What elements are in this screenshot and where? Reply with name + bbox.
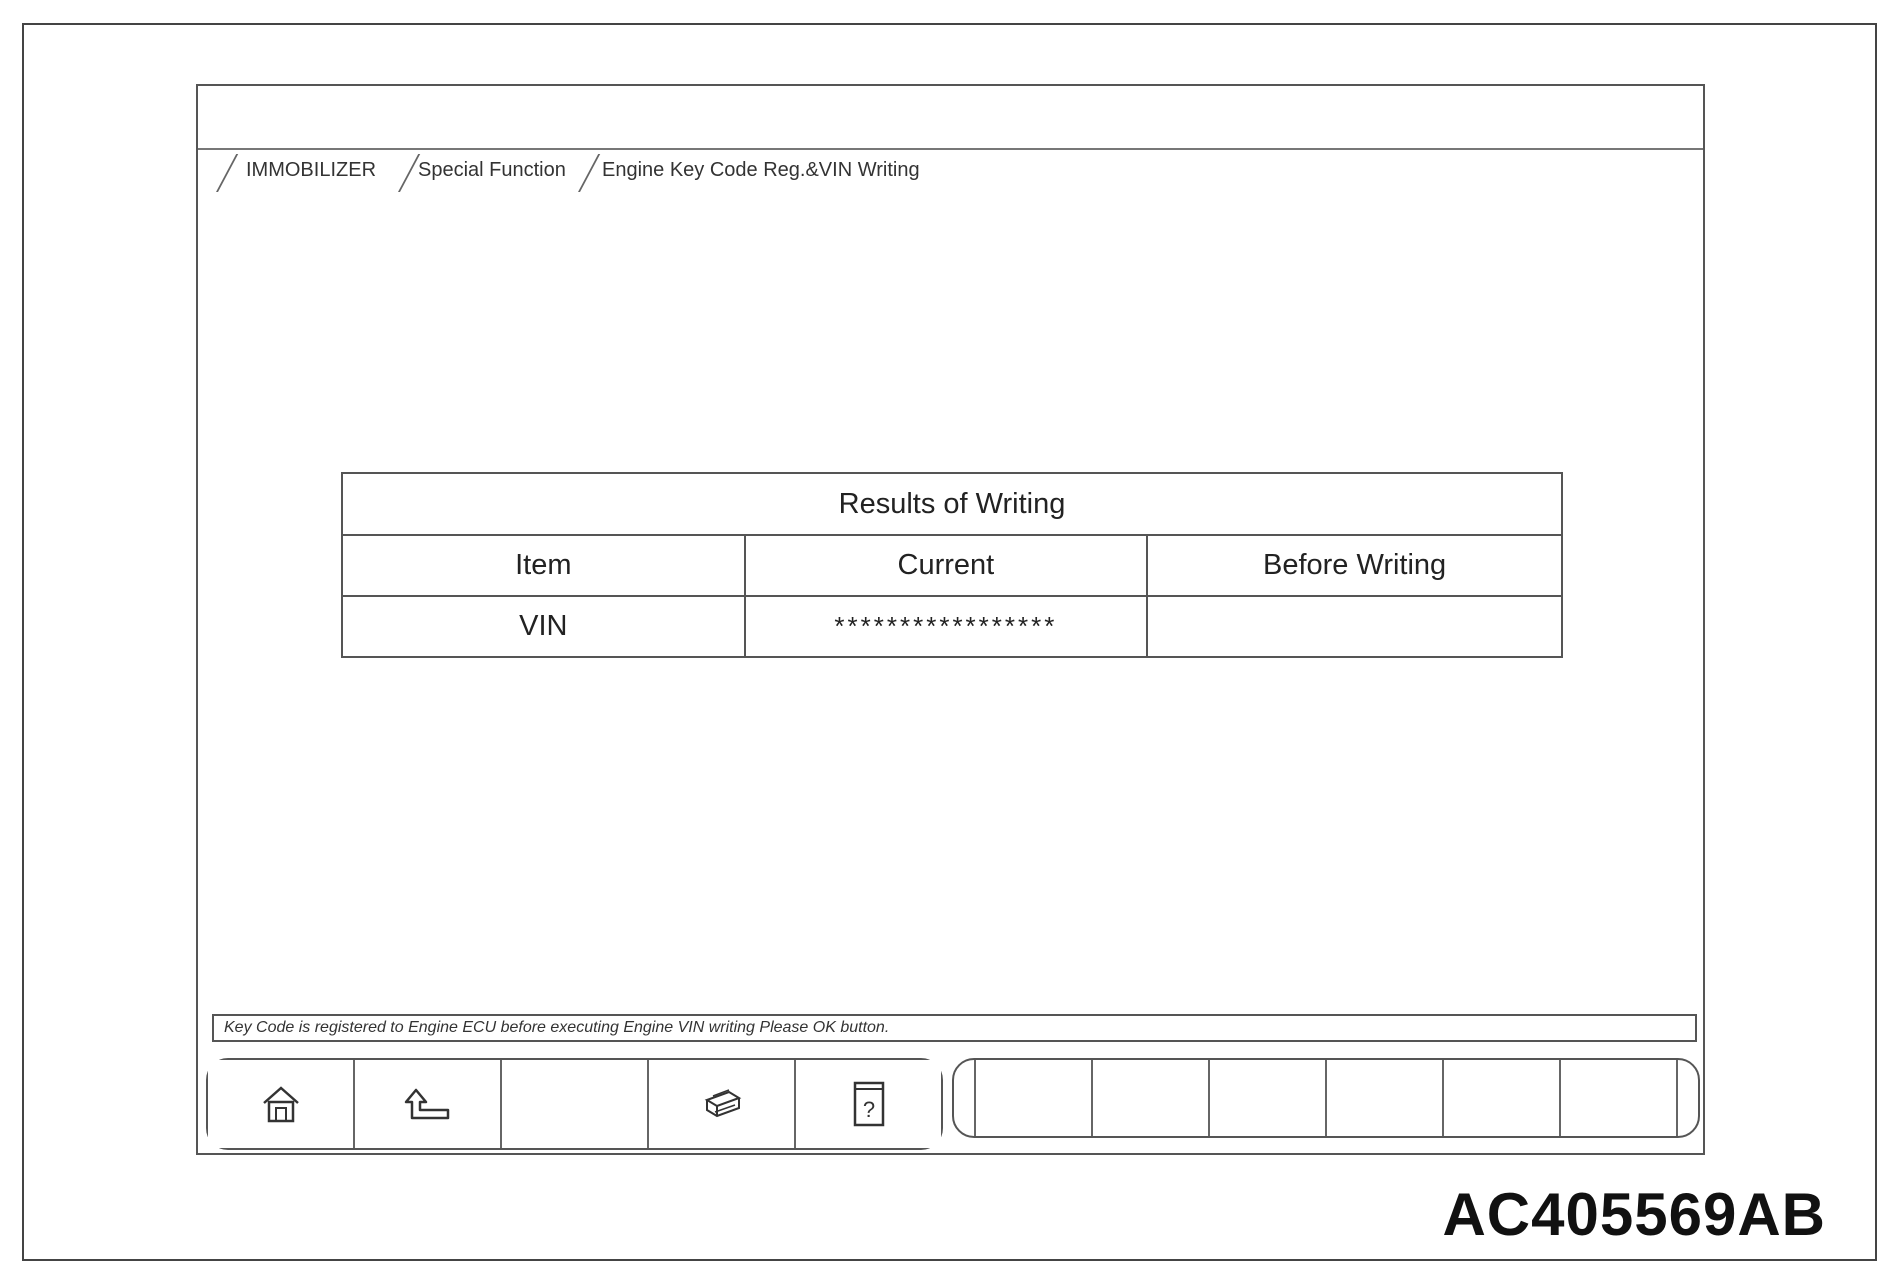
help-button[interactable] <box>794 1060 941 1148</box>
breadcrumb-separator <box>578 154 600 192</box>
function-key-2[interactable] <box>1091 1060 1208 1136</box>
back-button[interactable] <box>353 1060 500 1148</box>
message-bar: Key Code is registered to Engine ECU before executing Engine VIN writing Please OK button. <box>212 1014 1697 1042</box>
results-table <box>341 472 1563 658</box>
cell-item: VIN <box>342 596 745 657</box>
breadcrumb-separator <box>398 154 420 192</box>
print-icon <box>699 1084 745 1124</box>
column-header-current: Current <box>745 535 1148 596</box>
back-icon <box>402 1084 454 1124</box>
breadcrumb-separator <box>216 154 238 192</box>
breadcrumb-item-immobilizer[interactable]: IMMOBILIZER <box>246 159 377 181</box>
breadcrumb-item-current: Engine Key Code Reg.&VIN Writing <box>602 159 920 181</box>
print-button[interactable] <box>647 1060 794 1148</box>
breadcrumb-item-special-function[interactable]: Special Function <box>418 159 566 181</box>
scan-tool-screen <box>196 84 1705 1155</box>
column-header-before-writing: Before Writing <box>1147 535 1562 596</box>
function-key-1[interactable] <box>974 1060 1091 1136</box>
function-key-4[interactable] <box>1325 1060 1442 1136</box>
function-key-5[interactable] <box>1442 1060 1559 1136</box>
svg-text:?: ? <box>862 1097 875 1122</box>
cell-before-writing <box>1147 596 1562 657</box>
toolbar-left <box>206 1058 943 1150</box>
home-icon <box>258 1081 304 1127</box>
help-icon <box>849 1079 889 1129</box>
home-button[interactable] <box>208 1060 353 1148</box>
column-header-item: Item <box>342 535 745 596</box>
breadcrumb <box>198 152 1703 190</box>
title-bar <box>198 86 1703 150</box>
function-key-3[interactable] <box>1208 1060 1325 1136</box>
figure-code: AC405569AB <box>1442 1181 1826 1248</box>
cell-current: ***************** <box>745 596 1148 657</box>
results-table-title: Results of Writing <box>342 473 1562 535</box>
blank-button[interactable] <box>500 1060 647 1148</box>
table-row <box>342 596 1562 657</box>
function-key-6[interactable] <box>1559 1060 1678 1136</box>
toolbar-right <box>952 1058 1700 1138</box>
